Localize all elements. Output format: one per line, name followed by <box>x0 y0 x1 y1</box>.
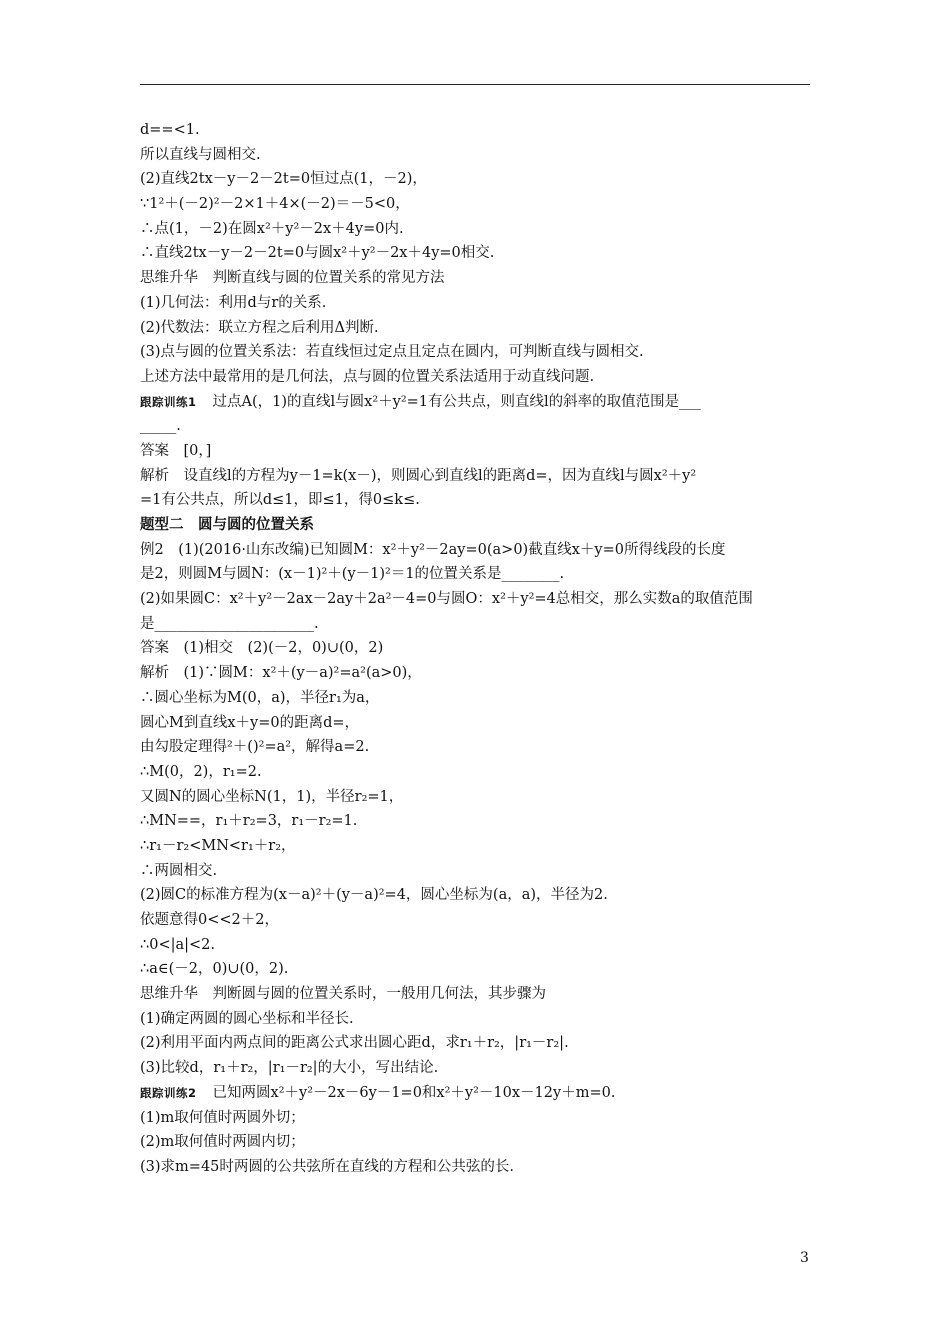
text-line: ∴a∈(－2，0)∪(0，2). <box>140 961 289 978</box>
text-line: ∴MN==，r₁＋r₂=3，r₁－r₂=1. <box>140 813 358 830</box>
text-line: (1)确定两圆的圆心坐标和半径长. <box>140 1010 354 1027</box>
training-2-tag: 跟踪训练2 <box>140 1085 197 1100</box>
training-1-text: 过点A(，1)的直线l与圆x²＋y²=1有公共点，则直线l的斜率的取值范围是___ <box>212 393 701 410</box>
text-line: ∴两圆相交. <box>140 862 218 879</box>
text-line: ∴圆心坐标为M(0，a)，半径r₁为a， <box>140 689 380 706</box>
text-line: ∴r₁－r₂<MN<r₁＋r₂， <box>140 837 296 854</box>
text-line: 上述方法中最常用的是几何法，点与圆的位置关系法适用于动直线问题. <box>140 368 595 385</box>
text-line: d==<1. <box>140 122 200 138</box>
text-line: 思维升华 判断直线与圆的位置关系的常见方法 <box>140 270 445 287</box>
training-1-tag: 跟踪训练1 <box>140 394 197 409</box>
text-line: (2)圆C的标准方程为(x－a)²＋(y－a)²=4，圆心坐标为(a，a)，半径为2. <box>140 887 608 904</box>
text-line: (2)利用平面内两点间的距离公式求出圆心距d，求r₁＋r₂，|r₁－r₂|. <box>140 1035 569 1052</box>
text-line: 例2 (1)(2016·山东改编)已知圆M：x²＋y²－2ay=0(a>0)截直线x＋y=0所得线段的长度 <box>140 541 726 558</box>
text-line: 是2，则圆M与圆N：(x－1)²＋(y－1)²＝1的位置关系是________. <box>140 566 565 583</box>
text-line: ∴直线2tx－y－2－2t=0与圆x²＋y²－2x＋4y=0相交. <box>140 245 495 262</box>
text-line: 圆心M到直线x＋y=0的距离d=， <box>140 714 360 731</box>
text-line: (2)如果圆C：x²＋y²－2ax－2ay＋2a²－4=0与圆O：x²＋y²=4总相交，那么实数a的取值范围 <box>140 591 753 608</box>
training-2 <box>140 1081 812 1106</box>
training-2-text: 已知两圆x²＋y²－2x－6y－1=0和x²＋y²－10x－12y＋m=0. <box>212 1084 616 1101</box>
text-line: 是______________________. <box>140 615 319 632</box>
text-line: (1)m取何值时两圆外切； <box>140 1109 305 1126</box>
text-line: 由勾股定理得²＋()²=a²，解得a=2. <box>140 739 370 756</box>
text-line: 思维升华 判断圆与圆的位置关系时，一般用几何法，其步骤为 <box>140 986 546 1003</box>
text-line: 所以直线与圆相交. <box>140 146 261 163</box>
text-line: 解析 设直线l的方程为y－1=k(x－)，则圆心到直线l的距离d=，因为直线l与圆x²＋y² <box>140 467 697 484</box>
text-line: 又圆N的圆心坐标N(1，1)，半径r₂=1， <box>140 788 404 805</box>
text-line: (3)点与圆的位置关系法：若直线恒过定点且定点在圆内，可判断直线与圆相交. <box>140 344 644 361</box>
text-line: (3)求m=45时两圆的公共弦所在直线的方程和公共弦的长. <box>140 1158 514 1175</box>
text-line: ∴M(0，2)，r₁=2. <box>140 763 262 780</box>
text-line: ∴点(1，－2)在圆x²＋y²－2x＋4y=0内. <box>140 220 404 237</box>
text-line: (2)直线2tx－y－2－2t=0恒过点(1，－2)， <box>140 171 427 188</box>
text-line: ∴0<|a|<2. <box>140 936 215 953</box>
text-line: (2)代数法：联立方程之后利用Δ判断. <box>140 319 379 336</box>
page-number: 3 <box>800 1250 809 1266</box>
text-line: _____. <box>140 418 181 435</box>
text-line: 解析 (1)∵圆M：x²＋(y－a)²=a²(a>0)， <box>140 665 422 682</box>
text-line: 依题意得0<<2＋2， <box>140 912 279 928</box>
training-1 <box>140 390 812 415</box>
text-line: (3)比较d，r₁＋r₂，|r₁－r₂|的大小，写出结论. <box>140 1060 439 1077</box>
text-line: ∵1²＋(－2)²－2×1＋4×(－2)＝－5<0， <box>140 196 410 213</box>
header-rule <box>140 84 810 85</box>
text-line: (2)m取何值时两圆内切； <box>140 1134 305 1151</box>
document-body <box>140 118 812 1180</box>
text-line: 答案 [0，] <box>140 442 212 459</box>
text-line: =1有公共点，所以d≤1，即≤1，得0≤k≤. <box>140 492 420 509</box>
text-line: 答案 (1)相交 (2)(－2，0)∪(0，2) <box>140 640 384 657</box>
section-heading: 题型二 圆与圆的位置关系 <box>140 517 314 533</box>
text-line: (1)几何法：利用d与r的关系. <box>140 294 327 311</box>
